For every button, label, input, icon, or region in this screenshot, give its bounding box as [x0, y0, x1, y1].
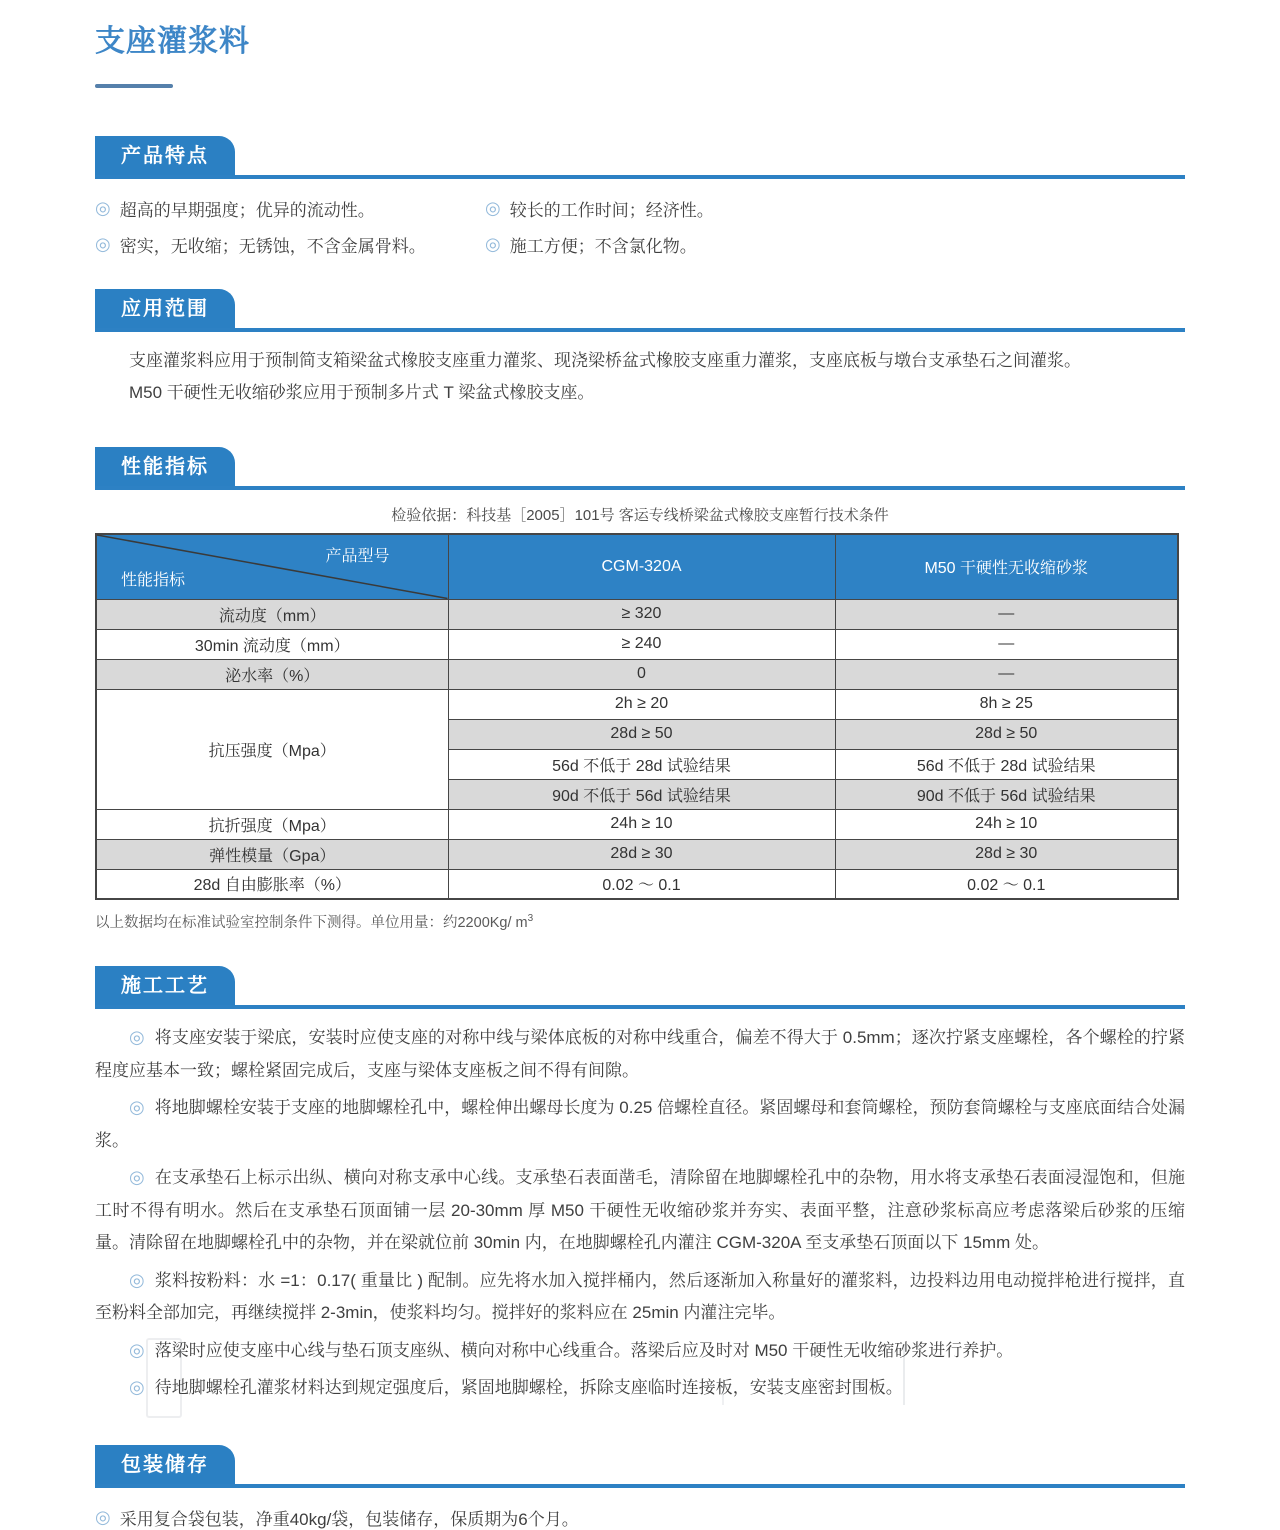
cell-m50: 28d ≥ 50 [835, 719, 1178, 749]
cell-m50: — [835, 629, 1178, 659]
bullet-icon: ◎ [129, 1339, 145, 1360]
table-row [96, 629, 1178, 659]
feature-text: 超高的早期强度；优异的流动性。 [119, 201, 375, 220]
bullet-icon: ◎ [129, 1027, 145, 1047]
footnote-superscript: 3 [527, 913, 534, 925]
cell-m50: 8h ≥ 25 [835, 689, 1178, 719]
table-row [96, 809, 1178, 839]
faint-watermark [146, 1338, 182, 1418]
section-heading-performance: 性能指标 [95, 447, 235, 486]
bullet-icon: ◎ [95, 198, 111, 218]
feature-item [95, 232, 485, 257]
process-step [95, 1022, 1185, 1087]
section-performance [95, 447, 1185, 932]
feature-item [485, 232, 1185, 257]
cell-cgm: 24h ≥ 10 [448, 809, 835, 839]
application-paragraph: 支座灌浆料应用于预制简支箱梁盆式橡胶支座重力灌浆、现浇梁桥盆式橡胶支座重力灌浆，支座底板与墩台支承垫石之间灌浆。 [129, 351, 1081, 370]
application-paragraph: M50 干硬性无收缩砂浆应用于预制多片式 T 梁盆式橡胶支座。 [129, 383, 595, 402]
section-head-rule [95, 1445, 1185, 1488]
row-label: 泌水率（%） [96, 659, 448, 689]
process-paragraphs [95, 1022, 1185, 1405]
bullet-icon: ◎ [95, 234, 111, 254]
cell-m50: 56d 不低于 28d 试验结果 [835, 749, 1178, 779]
cell-cgm: ≥ 320 [448, 599, 835, 629]
feature-text: 密实，无收缩；无锈蚀，不含金属骨料。 [119, 237, 426, 256]
table-row [96, 599, 1178, 629]
cell-cgm: 90d 不低于 56d 试验结果 [448, 779, 835, 809]
process-step-text: 待地脚螺栓孔灌浆材料达到规定强度后，紧固地脚螺栓，拆除支座临时连接板，安装支座密封围板。 [154, 1378, 903, 1397]
feature-item [485, 196, 1185, 221]
section-heading-features: 产品特点 [95, 136, 235, 175]
feature-text: 施工方便；不含氯化物。 [509, 237, 697, 256]
table-row [96, 659, 1178, 689]
section-head-rule [95, 136, 1185, 179]
corner-label-product-model: 产品型号 [325, 548, 390, 565]
section-head-rule [95, 966, 1185, 1009]
packaging-item [95, 1505, 1185, 1530]
process-step-text: 落梁时应使支座中心线与垫石顶支座纵、横向对称中心线重合。落梁后应及时对 M50 干硬性无收缩砂浆进行养护。 [154, 1340, 1014, 1360]
cell-cgm: ≥ 240 [448, 629, 835, 659]
row-label: 流动度（mm） [96, 599, 448, 629]
packaging-text: 采用复合袋包装，净重40kg/袋，包装储存，保质期为6个月。 [119, 1509, 579, 1529]
process-step [95, 1335, 1185, 1368]
table-header-row [96, 534, 1178, 599]
performance-table [95, 533, 1179, 900]
feature-text: 较长的工作时间；经济性。 [509, 201, 714, 220]
section-packaging [95, 1445, 1185, 1530]
title-underline [95, 84, 173, 88]
section-features [95, 136, 1185, 257]
page-title: 支座灌浆料 [95, 25, 250, 58]
section-head-rule [95, 447, 1185, 490]
inspection-basis: 检验依据：科技基［2005］101号 客运专线桥梁盆式橡胶支座暂行技术条件 [391, 507, 889, 524]
row-label: 28d 自由膨胀率（%） [96, 869, 448, 899]
table-row [96, 689, 1178, 719]
application-paragraphs [95, 345, 1185, 409]
cell-m50: — [835, 659, 1178, 689]
bullet-icon: ◎ [129, 1097, 145, 1117]
table-footnote [95, 911, 1185, 932]
section-heading-process: 施工工艺 [95, 966, 235, 1005]
table-corner-cell [96, 534, 448, 599]
features-list [95, 196, 1185, 257]
table-row [96, 839, 1178, 869]
column-header-cgm320a: CGM-320A [448, 534, 835, 599]
bullet-icon: ◎ [485, 234, 501, 254]
process-step [95, 1265, 1185, 1330]
cell-cgm: 56d 不低于 28d 试验结果 [448, 749, 835, 779]
process-step-text: 将支座安装于梁底，安装时应使支座的对称中线与梁体底板的对称中线重合，偏差不得大于 0.5mm；逐次拧紧支座螺栓，各个螺栓的拧紧程度应基本一致；螺栓紧固完成后，支座与梁体支座板之间不得有间隙。 [95, 1028, 1185, 1080]
section-application [95, 289, 1185, 409]
section-heading-packaging: 包装储存 [95, 1445, 235, 1484]
section-heading-application: 应用范围 [95, 289, 235, 328]
cell-cgm: 0.02 ～ 0.1 [448, 869, 835, 899]
process-step [95, 1162, 1185, 1260]
row-label-compressive-strength: 抗压强度（Mpa） [96, 689, 448, 809]
bullet-icon: ◎ [95, 1506, 111, 1527]
section-head-rule [95, 289, 1185, 332]
cell-m50: 28d ≥ 30 [835, 839, 1178, 869]
feature-item [95, 196, 485, 221]
process-step [95, 1372, 1185, 1405]
cell-cgm: 28d ≥ 30 [448, 839, 835, 869]
process-step-text: 在支承垫石上标示出纵、横向对称支承中心线。支承垫石表面凿毛，清除留在地脚螺栓孔中的杂物，用水将支承垫石表面浸湿饱和，但施工时不得有明水。然后在支承垫石顶面铺一层 20-30mm 厚 M50 干硬性无收缩砂浆并夯实、表面平整，注意砂浆标高应考虑落梁后砂浆的压缩量。清除留在地脚螺栓孔中的杂物，并在梁就位前 30min 内，在地脚螺栓孔内灌注 CGM-320A 至支承垫石顶面以下 15mm 处。 [95, 1168, 1185, 1252]
bullet-icon: ◎ [129, 1377, 145, 1397]
cell-m50: — [835, 599, 1178, 629]
faint-watermark [722, 1390, 724, 1405]
process-step-text: 将地脚螺栓安装于支座的地脚螺栓孔中，螺栓伸出螺母长度为 0.25 倍螺栓直径。紧固螺母和套筒螺栓，预防套筒螺栓与支座底面结合处漏浆。 [95, 1098, 1186, 1150]
column-header-m50: M50 干硬性无收缩砂浆 [835, 534, 1178, 599]
footnote-text: 以上数据均在标准试验室控制条件下测得。单位用量：约2200Kg/ m [95, 915, 528, 931]
row-label: 弹性模量（Gpa） [96, 839, 448, 869]
faint-watermark [903, 1345, 905, 1405]
row-label: 30min 流动度（mm） [96, 629, 448, 659]
section-process [95, 966, 1185, 1405]
table-row [96, 869, 1178, 899]
bullet-icon: ◎ [129, 1167, 145, 1187]
cell-m50: 24h ≥ 10 [835, 809, 1178, 839]
row-label: 抗折强度（Mpa） [96, 809, 448, 839]
process-step [95, 1092, 1185, 1157]
cell-m50: 0.02 ～ 0.1 [835, 869, 1178, 899]
bullet-icon: ◎ [129, 1269, 145, 1290]
cell-m50: 90d 不低于 56d 试验结果 [835, 779, 1178, 809]
cell-cgm: 28d ≥ 50 [448, 719, 835, 749]
corner-label-performance-index: 性能指标 [121, 571, 186, 589]
cell-cgm: 2h ≥ 20 [448, 689, 835, 719]
cell-cgm: 0 [448, 659, 835, 689]
process-step-text: 浆料按粉料：水 =1：0.17( 重量比 ) 配制。应先将水加入搅拌桶内，然后逐渐加入称量好的灌浆料，边投料边用电动搅拌枪进行搅拌，直至粉料全部加完，再继续搅拌 2-3min，使浆料均匀。搅拌好的浆料应在 25min 内灌注完毕。 [95, 1270, 1185, 1322]
bullet-icon: ◎ [485, 198, 501, 218]
